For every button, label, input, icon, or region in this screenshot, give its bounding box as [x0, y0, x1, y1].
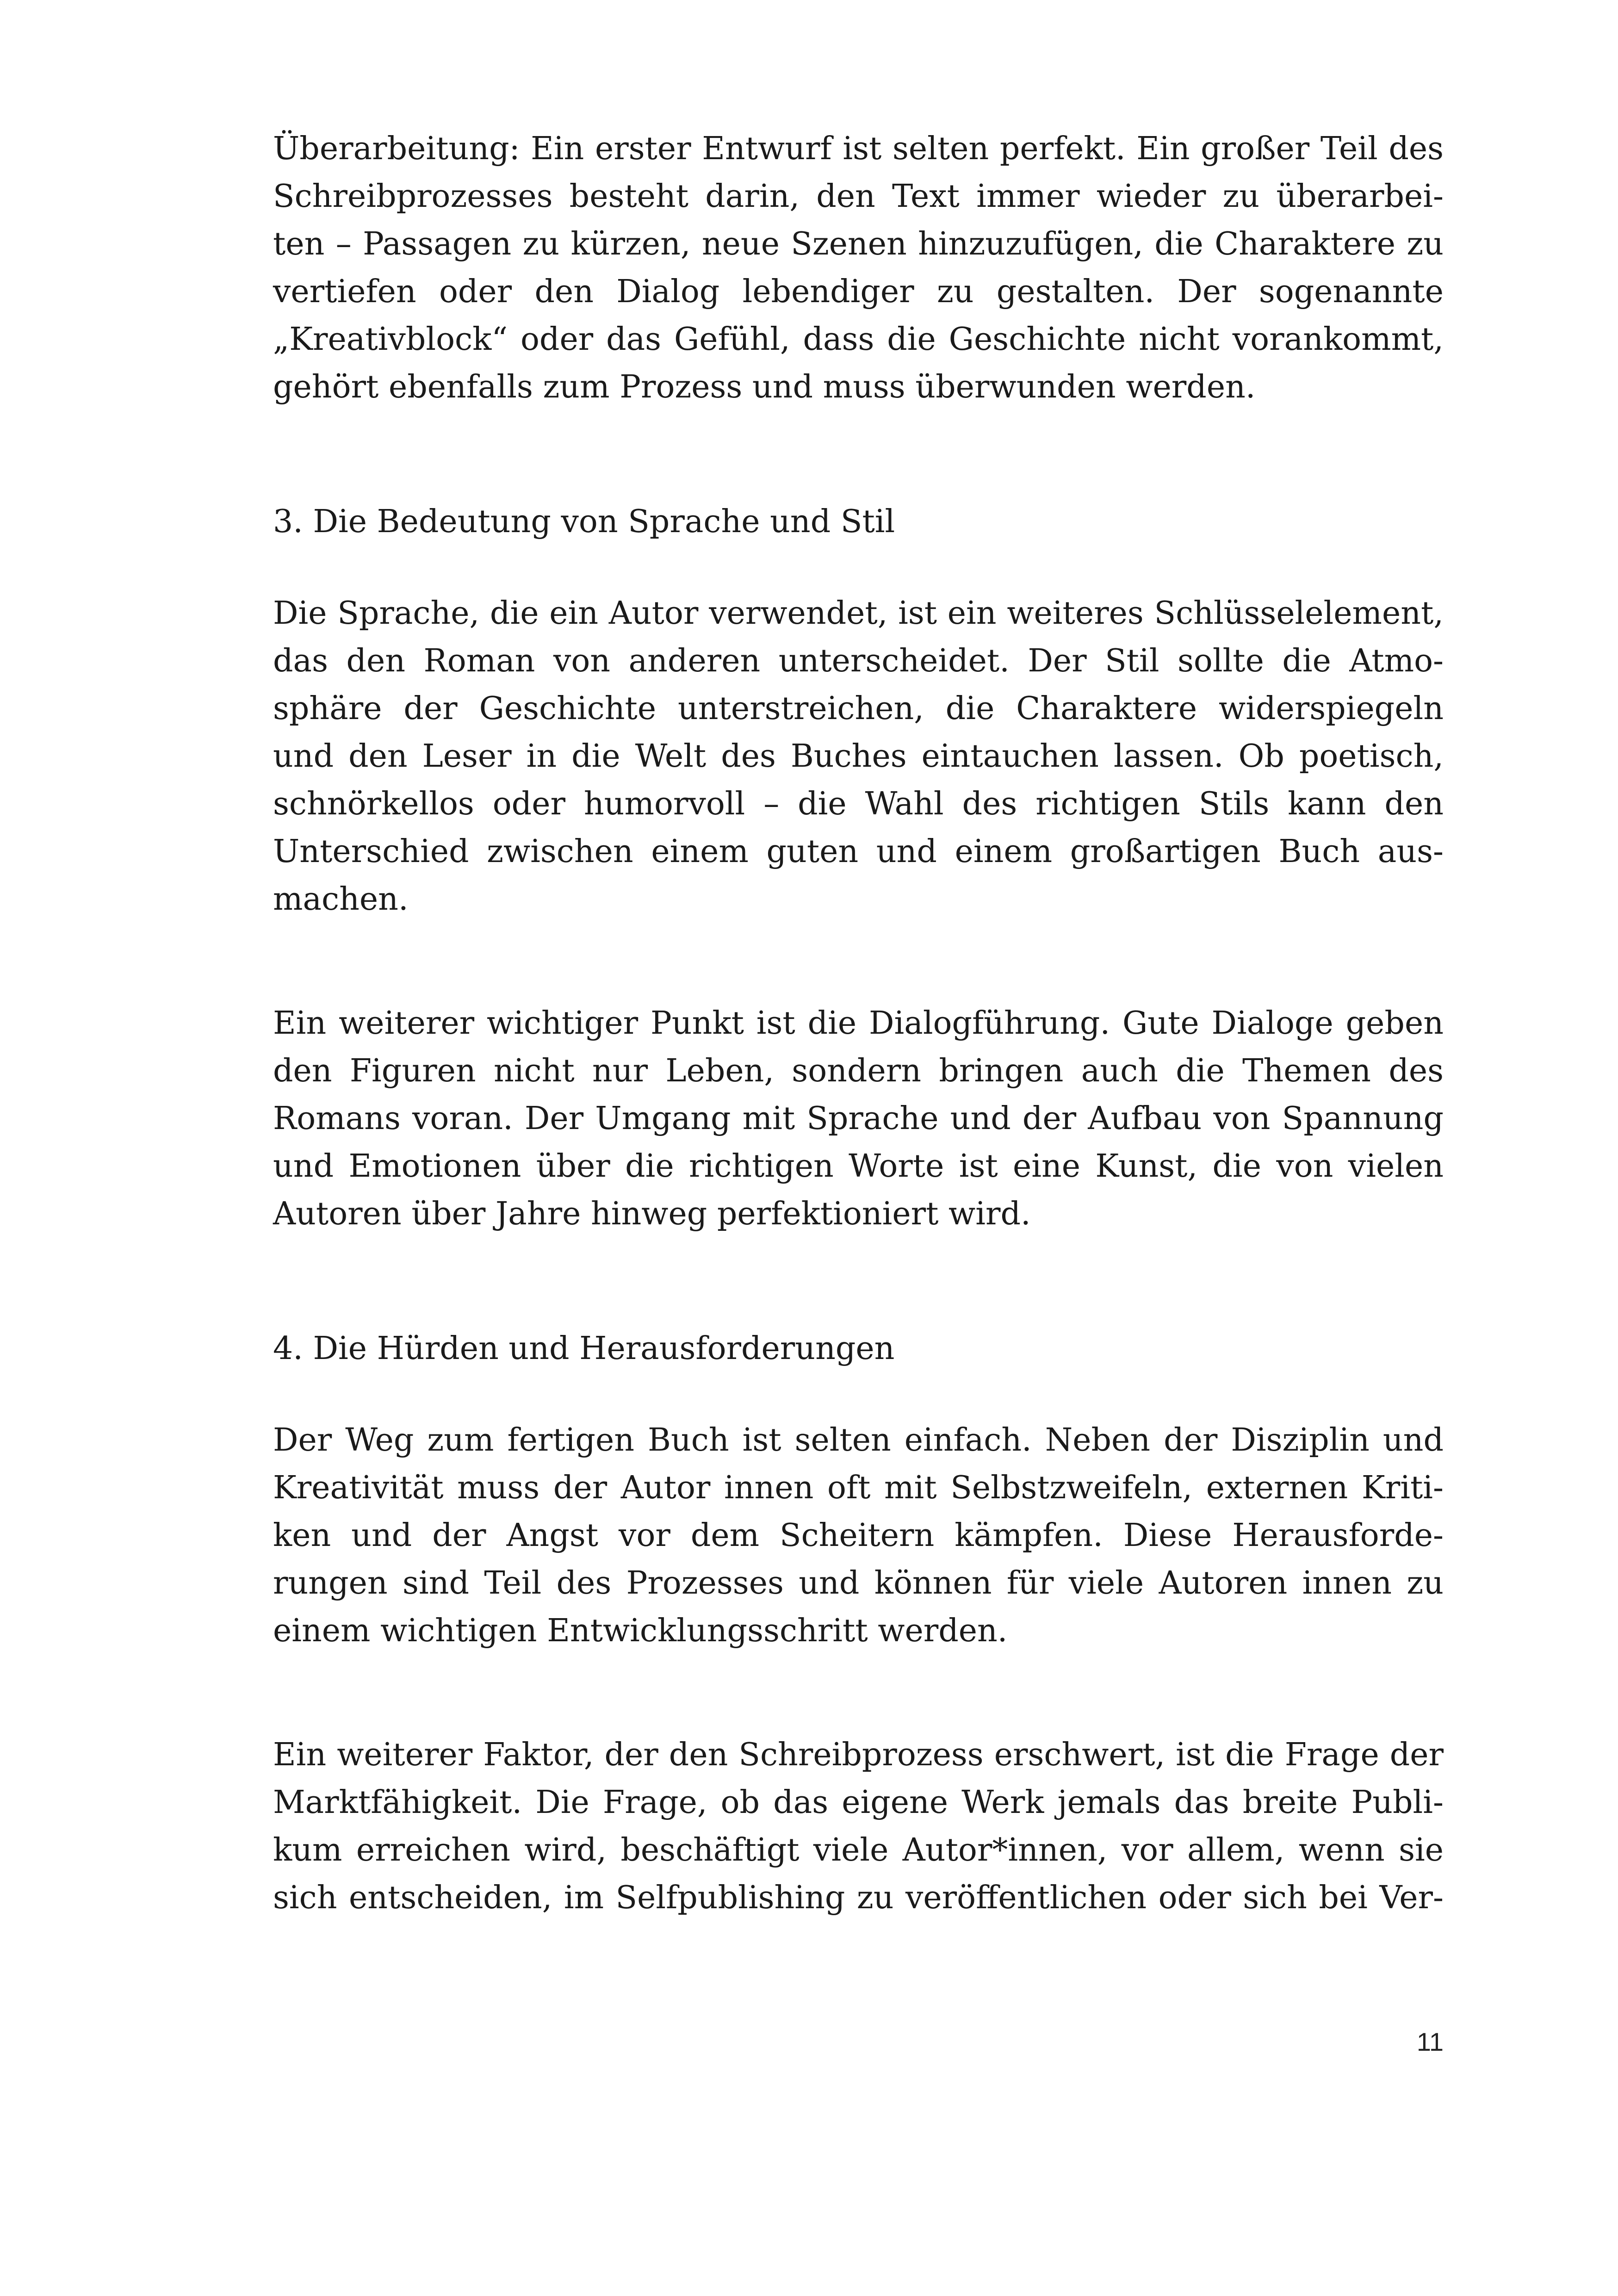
text-line: und den Leser in die Welt des Buches eintauchen lassen. Ob poetisch,: [273, 738, 1444, 775]
text-line: sphäre der Geschichte unterstreichen, die Charaktere widerspiegeln: [273, 690, 1444, 727]
text-line: Ein weiterer wichtiger Punkt ist die Dialogführung. Gute Dialoge geben: [273, 1005, 1444, 1042]
paragraph-revision: [273, 125, 1444, 411]
text-line: Der Weg zum fertigen Buch ist selten einfach. Neben der Disziplin und: [273, 1422, 1444, 1458]
text-line: Kreativität muss der Autor innen oft mit Selbstzweifeln, externen Kriti-: [273, 1470, 1444, 1506]
text-line: ken und der Angst vor dem Scheitern kämpfen. Diese Herausforde-: [273, 1517, 1444, 1554]
text-line: kum erreichen wird, beschäftigt viele Autor*innen, vor allem, wenn sie: [273, 1832, 1444, 1868]
text-line: Schreibprozesses besteht darin, den Text immer wieder zu überarbei-: [273, 178, 1444, 215]
text-line: sich entscheiden, im Selfpublishing zu veröffentlichen oder sich bei Ver-: [273, 1880, 1444, 1916]
spacer: [273, 923, 1444, 999]
text-line: Ein weiterer Faktor, der den Schreibprozess erschwert, ist die Frage der: [273, 1737, 1444, 1773]
spacer: [273, 411, 1444, 498]
text-line: Romans voran. Der Umgang mit Sprache und der Aufbau von Spannung: [273, 1100, 1444, 1137]
text-line: ten – Passagen zu kürzen, neue Szenen hinzuzufügen, die Charaktere zu: [273, 226, 1444, 262]
section-heading-language-style: 3. Die Bedeutung von Sprache und Stil: [273, 503, 895, 540]
paragraph-challenges: [273, 1416, 1444, 1655]
section-heading-challenges: 4. Die Hürden und Herausforderungen: [273, 1330, 895, 1367]
text-line: Unterschied zwischen einem guten und einem großartigen Buch aus-: [273, 833, 1444, 870]
text-line: vertiefen oder den Dialog lebendiger zu gestalten. Der sogenannte: [273, 273, 1444, 310]
text-line: schnörkellos oder humorvoll – die Wahl des richtigen Stils kann den: [273, 786, 1444, 822]
text-line: rungen sind Teil des Prozesses und können für viele Autoren innen zu: [273, 1565, 1444, 1601]
paragraph-dialogue: [273, 999, 1444, 1238]
text-line: den Figuren nicht nur Leben, sondern bringen auch die Themen des: [273, 1053, 1444, 1089]
spacer: [273, 1655, 1444, 1731]
text-line: gehört ebenfalls zum Prozess und muss überwunden werden.: [273, 369, 1256, 405]
text-line: Die Sprache, die ein Autor verwendet, ist ein weiteres Schlüsselelement,: [273, 595, 1444, 632]
text-line: Marktfähigkeit. Die Frage, ob das eigene Werk jemals das breite Publi-: [273, 1784, 1444, 1821]
text-line: Autoren über Jahre hinweg perfektioniert wird.: [273, 1196, 1031, 1232]
paragraph-marketability: [273, 1731, 1444, 1922]
text-line: und Emotionen über die richtigen Worte ist eine Kunst, die von vielen: [273, 1148, 1444, 1185]
text-line: das den Roman von anderen unterscheidet. Der Stil sollte die Atmo-: [273, 643, 1444, 679]
spacer: [273, 1238, 1444, 1325]
spacer: [273, 546, 1444, 590]
spacer: [273, 1372, 1444, 1416]
text-line: machen.: [273, 881, 409, 918]
page-number: 11: [1416, 2027, 1444, 2056]
text-line: einem wichtigen Entwicklungsschritt werden.: [273, 1613, 1008, 1649]
text-line: „Kreativblock“ oder das Gefühl, dass die Geschichte nicht vorankommt,: [273, 321, 1444, 358]
paragraph-language: [273, 590, 1444, 923]
text-column: [273, 125, 1444, 1922]
text-line: Überarbeitung: Ein erster Entwurf ist selten perfekt. Ein großer Teil des: [273, 130, 1444, 167]
